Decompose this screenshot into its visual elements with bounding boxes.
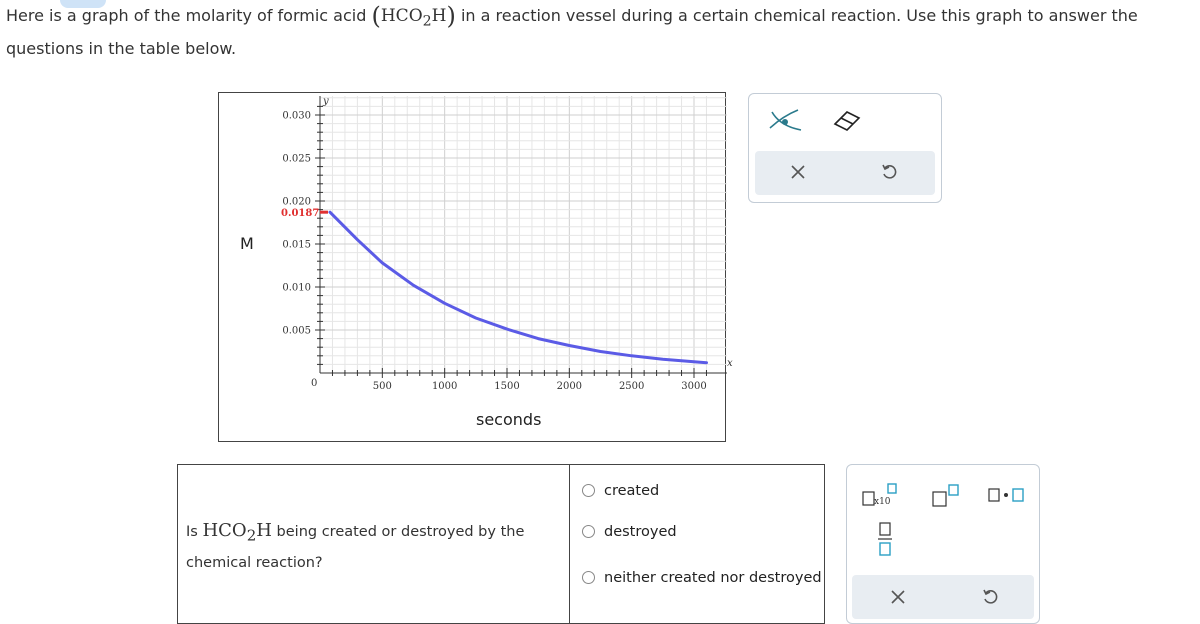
radio-neither[interactable] bbox=[582, 571, 595, 584]
multiply-dot-icon[interactable] bbox=[987, 485, 1027, 509]
curve-point-icon[interactable] bbox=[765, 106, 805, 138]
chart-axes bbox=[320, 96, 727, 373]
y-tick-label: 0.030 bbox=[282, 111, 311, 122]
y-tick-label: 0.015 bbox=[282, 240, 311, 251]
x-tick-label: 2500 bbox=[619, 381, 644, 392]
question-text: Is $HCO_2H$ being created or destroyed by the chemical reaction? bbox=[186, 517, 558, 577]
x-tick-label: 1500 bbox=[494, 381, 519, 392]
x-tick-label: 2000 bbox=[557, 381, 582, 392]
math-tool-panel bbox=[846, 464, 1040, 624]
option-created[interactable]: created bbox=[582, 483, 659, 499]
sci-notation-button[interactable] bbox=[861, 483, 901, 513]
intro-after: in a reaction vessel during a certain chemical reaction. Use this graph to answer the questions in the table below. bbox=[6, 6, 1138, 58]
formic-acid-formula: $HCO_2H$ bbox=[381, 6, 447, 26]
y-tick-label: 0.010 bbox=[282, 283, 311, 294]
x-axis-label: seconds bbox=[476, 410, 541, 429]
y-axis-label: M bbox=[240, 234, 254, 253]
undo-icon[interactable] bbox=[881, 163, 899, 185]
intro-before: Here is a graph of the molarity of formic acid bbox=[6, 6, 366, 25]
question-formula: $HCO_2H$ bbox=[202, 520, 271, 541]
graph-tool-panel bbox=[748, 93, 942, 203]
x-tick-label: 500 bbox=[373, 381, 392, 392]
y-tick-label: 0.020 bbox=[282, 197, 311, 208]
intro-text: Here is a graph of the molarity of formic acid $(HCO_2H)$ in a reaction vessel during a certain chemical reaction. Use this graph to answer the questions in the table below. bbox=[6, 2, 1196, 62]
x-tick-label: 1000 bbox=[432, 381, 457, 392]
radio-destroyed[interactable] bbox=[582, 525, 595, 538]
svg-text:x10: x10 bbox=[874, 497, 891, 507]
undo-icon[interactable] bbox=[982, 588, 1000, 610]
y-var-label: y bbox=[322, 96, 329, 107]
highlight-value-label: 0.0187 bbox=[281, 208, 319, 219]
option-neither[interactable]: neither created nor destroyed bbox=[582, 570, 822, 586]
question-table bbox=[177, 464, 825, 624]
x-tick-label: 3000 bbox=[681, 381, 706, 392]
table-divider bbox=[569, 465, 570, 623]
radio-created[interactable] bbox=[582, 484, 595, 497]
y-tick-label: 0.025 bbox=[282, 154, 311, 165]
origin-label: 0 bbox=[311, 378, 317, 389]
superscript-icon[interactable] bbox=[931, 483, 961, 513]
option-destroyed[interactable]: destroyed bbox=[582, 524, 677, 540]
x-var-label: x bbox=[727, 358, 733, 369]
graph-tool-bar bbox=[755, 151, 935, 195]
fraction-icon[interactable] bbox=[877, 521, 893, 561]
y-tick-label: 0.005 bbox=[282, 326, 311, 337]
eraser-icon[interactable] bbox=[831, 108, 863, 136]
close-icon[interactable] bbox=[790, 164, 806, 184]
close-icon[interactable] bbox=[890, 589, 906, 609]
chart-grid bbox=[320, 96, 727, 373]
math-tool-bar bbox=[852, 575, 1034, 619]
